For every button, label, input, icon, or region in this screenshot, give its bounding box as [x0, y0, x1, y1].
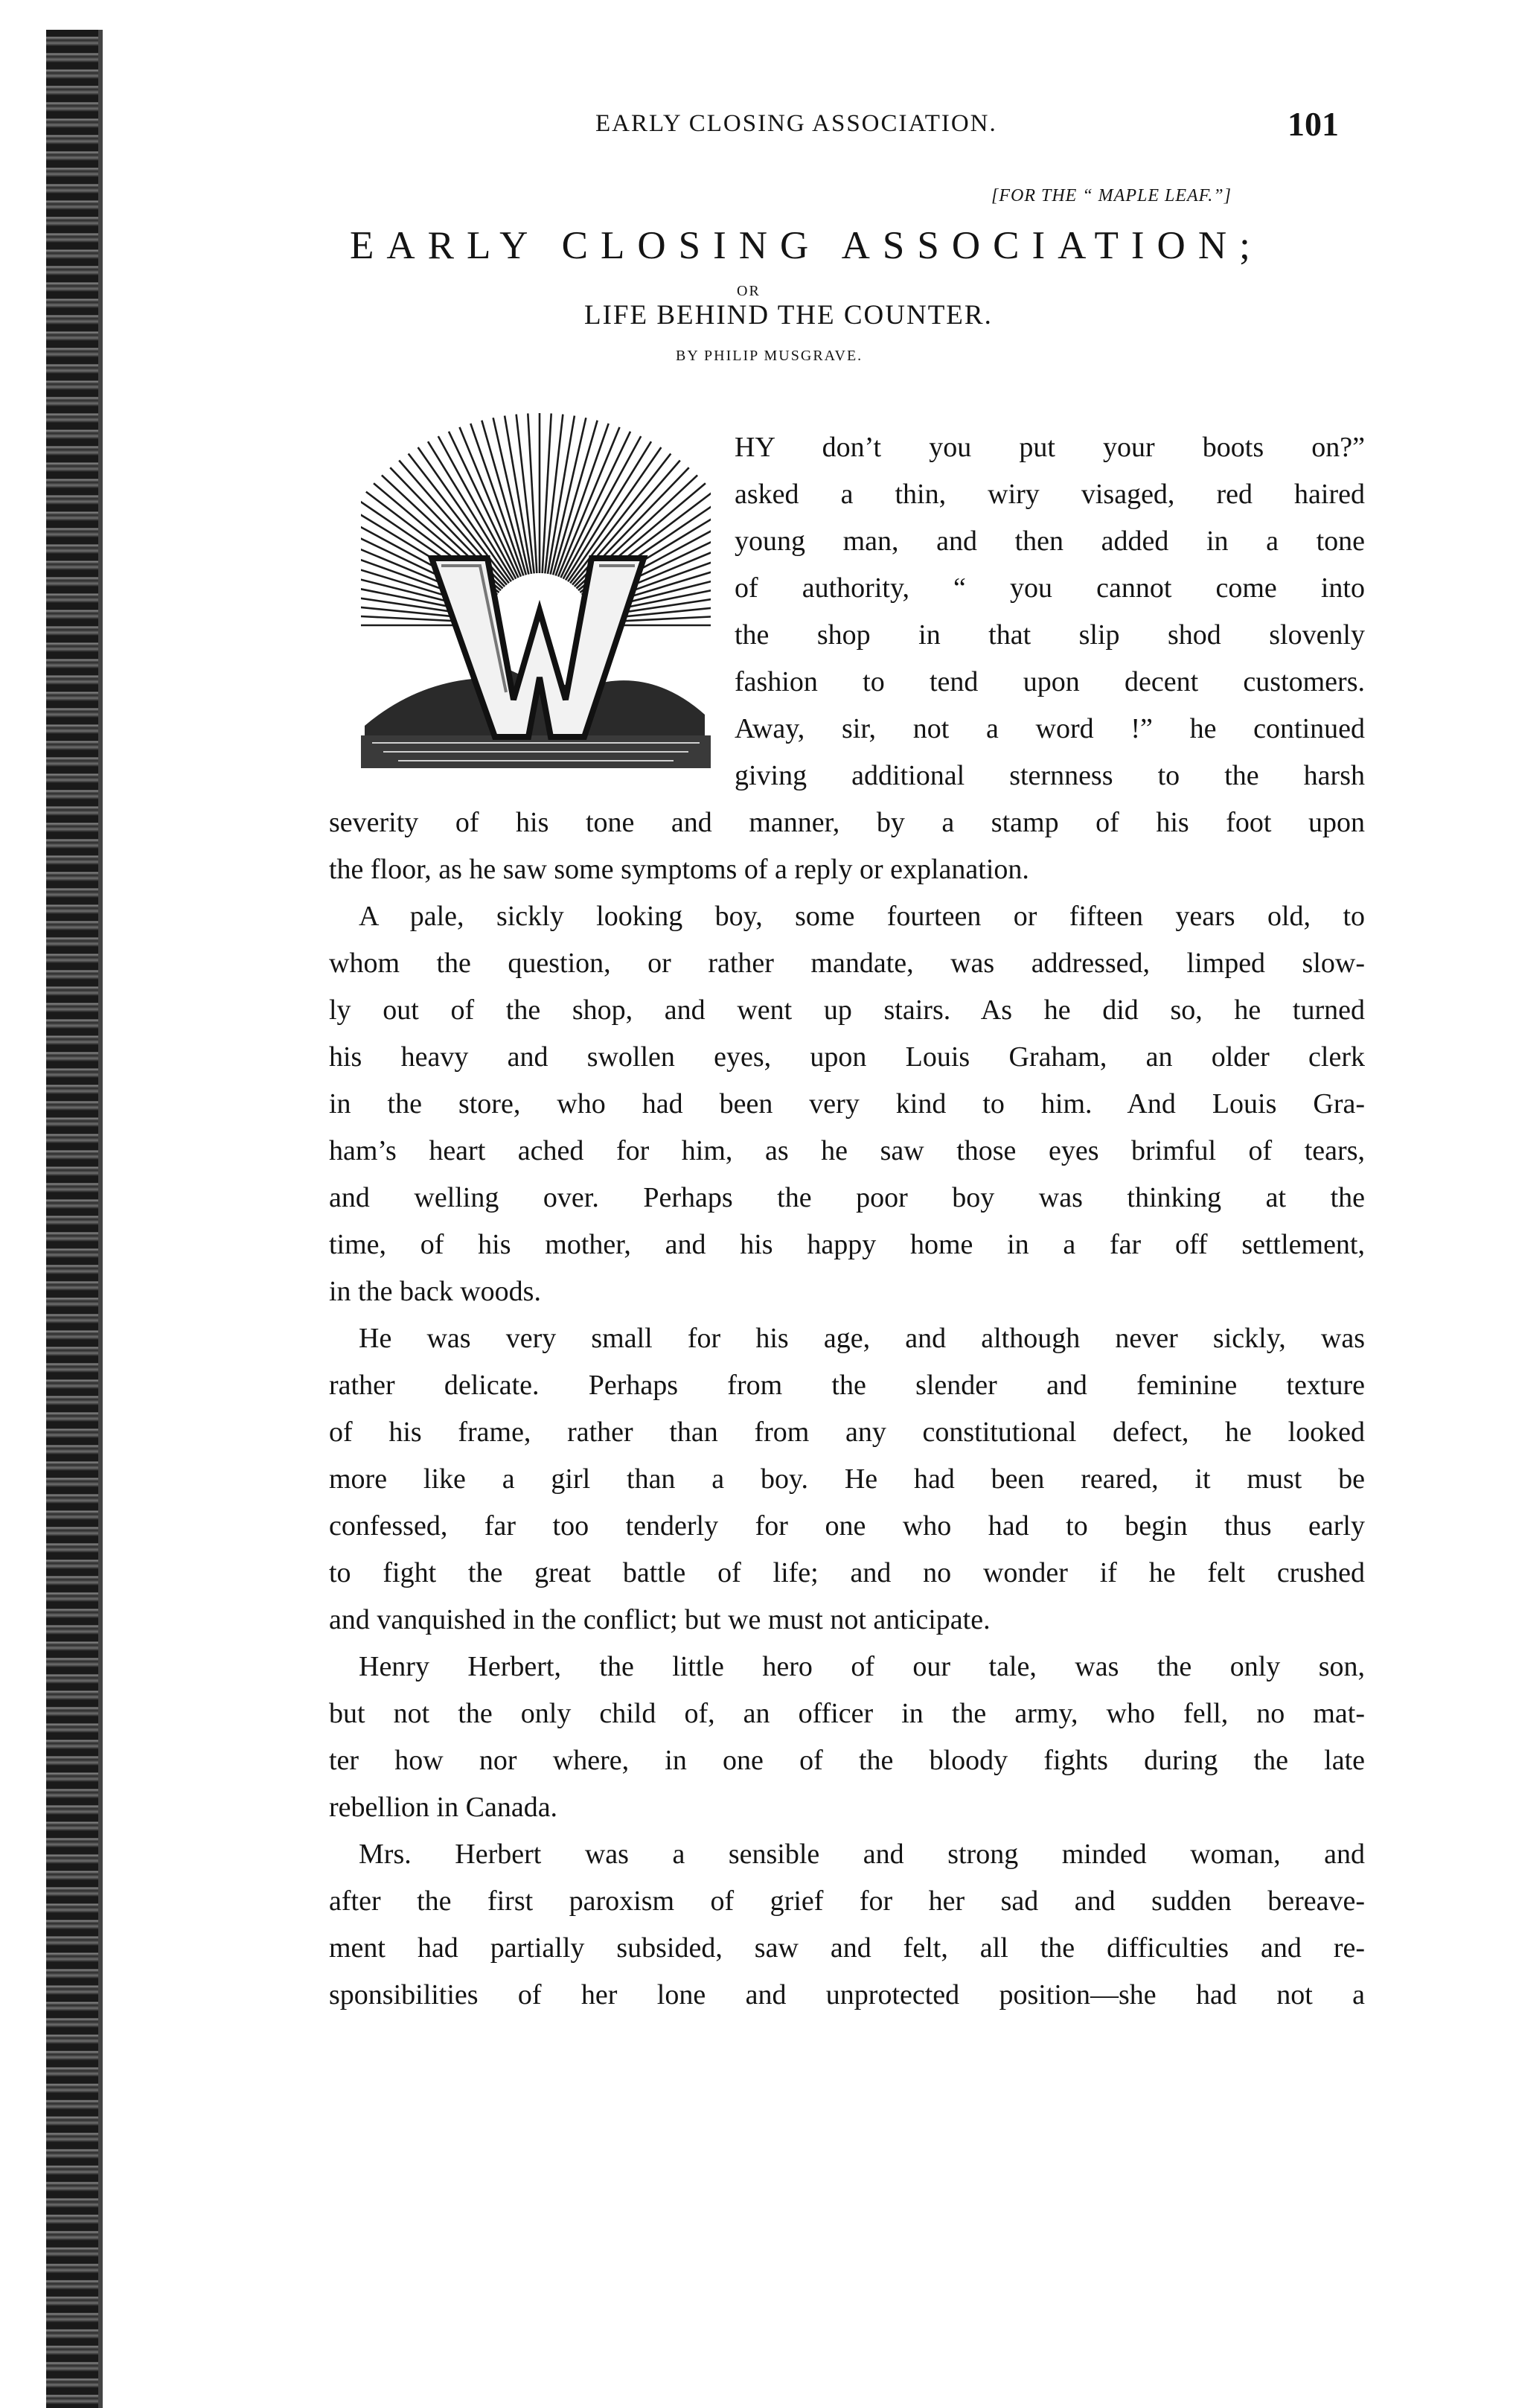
text-line: HY don’t you put your boots on?”: [735, 432, 1365, 463]
opening-paragraph-indented: [329, 424, 1365, 799]
running-head: EARLY CLOSING ASSOCIATION.: [595, 110, 997, 137]
title-connector: OR: [737, 283, 761, 299]
text-line: ham’s heart ached for him, as he saw those eyes brimful of tears,: [329, 1135, 1365, 1166]
text-line: ly out of the shop, and went up stairs. As he did so, he turned: [329, 994, 1365, 1026]
paragraph: [329, 1831, 1365, 2019]
text-line: He was very small for his age, and although never sickly, was: [359, 1323, 1365, 1354]
page-number: 101: [1288, 105, 1339, 143]
paragraph-list: [329, 799, 1365, 2019]
text-line: severity of his tone and manner, by a stamp of his foot upon: [329, 807, 1365, 838]
text-line: the floor, as he saw some symptoms of a reply or explanation.: [329, 854, 1029, 885]
paragraph: [329, 1644, 1365, 1831]
text-line: his heavy and swollen eyes, upon Louis Graham, an older clerk: [329, 1041, 1365, 1073]
text-line: in the store, who had been very kind to him. And Louis Gra-: [329, 1088, 1365, 1120]
source-note: [FOR THE “ MAPLE LEAF.”]: [991, 186, 1232, 205]
text-line: sponsibilities of her lone and unprotected position—she had not a: [329, 1979, 1365, 2011]
text-line: ment had partially subsided, saw and felt, all the difficulties and re-: [329, 1932, 1365, 1964]
text-line: in the back woods.: [329, 1276, 541, 1307]
text-line: asked a thin, wiry visaged, red haired: [735, 479, 1365, 510]
text-line: but not the only child of, an officer in the army, who fell, no mat-: [329, 1698, 1365, 1729]
paragraph: [329, 893, 1365, 1315]
text-line: after the first paroxism of grief for her sad and sudden bereave-: [329, 1885, 1365, 1917]
text-line: Henry Herbert, the little hero of our tale, was the only son,: [359, 1651, 1365, 1682]
text-line: more like a girl than a boy. He had been reared, it must be: [329, 1463, 1365, 1495]
text-line: of authority, “ you cannot come into: [735, 572, 1365, 604]
text-line: fashion to tend upon decent customers.: [735, 666, 1365, 697]
text-line: Away, sir, not a word !” he continued: [735, 713, 1365, 744]
text-line: confessed, far too tenderly for one who had to begin thus early: [329, 1510, 1365, 1542]
text-line: rebellion in Canada.: [329, 1792, 558, 1823]
text-line: time, of his mother, and his happy home in a far off settlement,: [329, 1229, 1365, 1260]
text-line: the shop in that slip shod slovenly: [735, 619, 1365, 651]
text-line: ter how nor where, in one of the bloody fights during the late: [329, 1745, 1365, 1776]
text-line: Mrs. Herbert was a sensible and strong minded woman, and: [359, 1839, 1365, 1870]
text-line: young man, and then added in a tone: [735, 526, 1365, 557]
byline: BY PHILIP MUSGRAVE.: [676, 348, 863, 364]
text-line: rather delicate. Perhaps from the slender and feminine texture: [329, 1370, 1365, 1401]
text-line: whom the question, or rather mandate, was addressed, limped slow-: [329, 948, 1365, 979]
text-line: and vanquished in the conflict; but we must not anticipate.: [329, 1604, 991, 1635]
text-line: giving additional sternness to the harsh: [735, 760, 1365, 791]
article-title: EARLY CLOSING ASSOCIATION;: [350, 224, 1263, 267]
article-subtitle: LIFE BEHIND THE COUNTER.: [584, 300, 993, 330]
text-line: and welling over. Perhaps the poor boy was thinking at the: [329, 1182, 1365, 1213]
book-spine-edge: [46, 30, 103, 2408]
text-line: of his frame, rather than from any constitutional defect, he looked: [329, 1417, 1365, 1448]
paragraph: [329, 799, 1365, 893]
text-line: to fight the great battle of life; and no wonder if he felt crushed: [329, 1557, 1365, 1588]
text-line: A pale, sickly looking boy, some fourteen or fifteen years old, to: [359, 901, 1365, 932]
paragraph: [329, 1315, 1365, 1644]
article-body: [329, 424, 1365, 2019]
